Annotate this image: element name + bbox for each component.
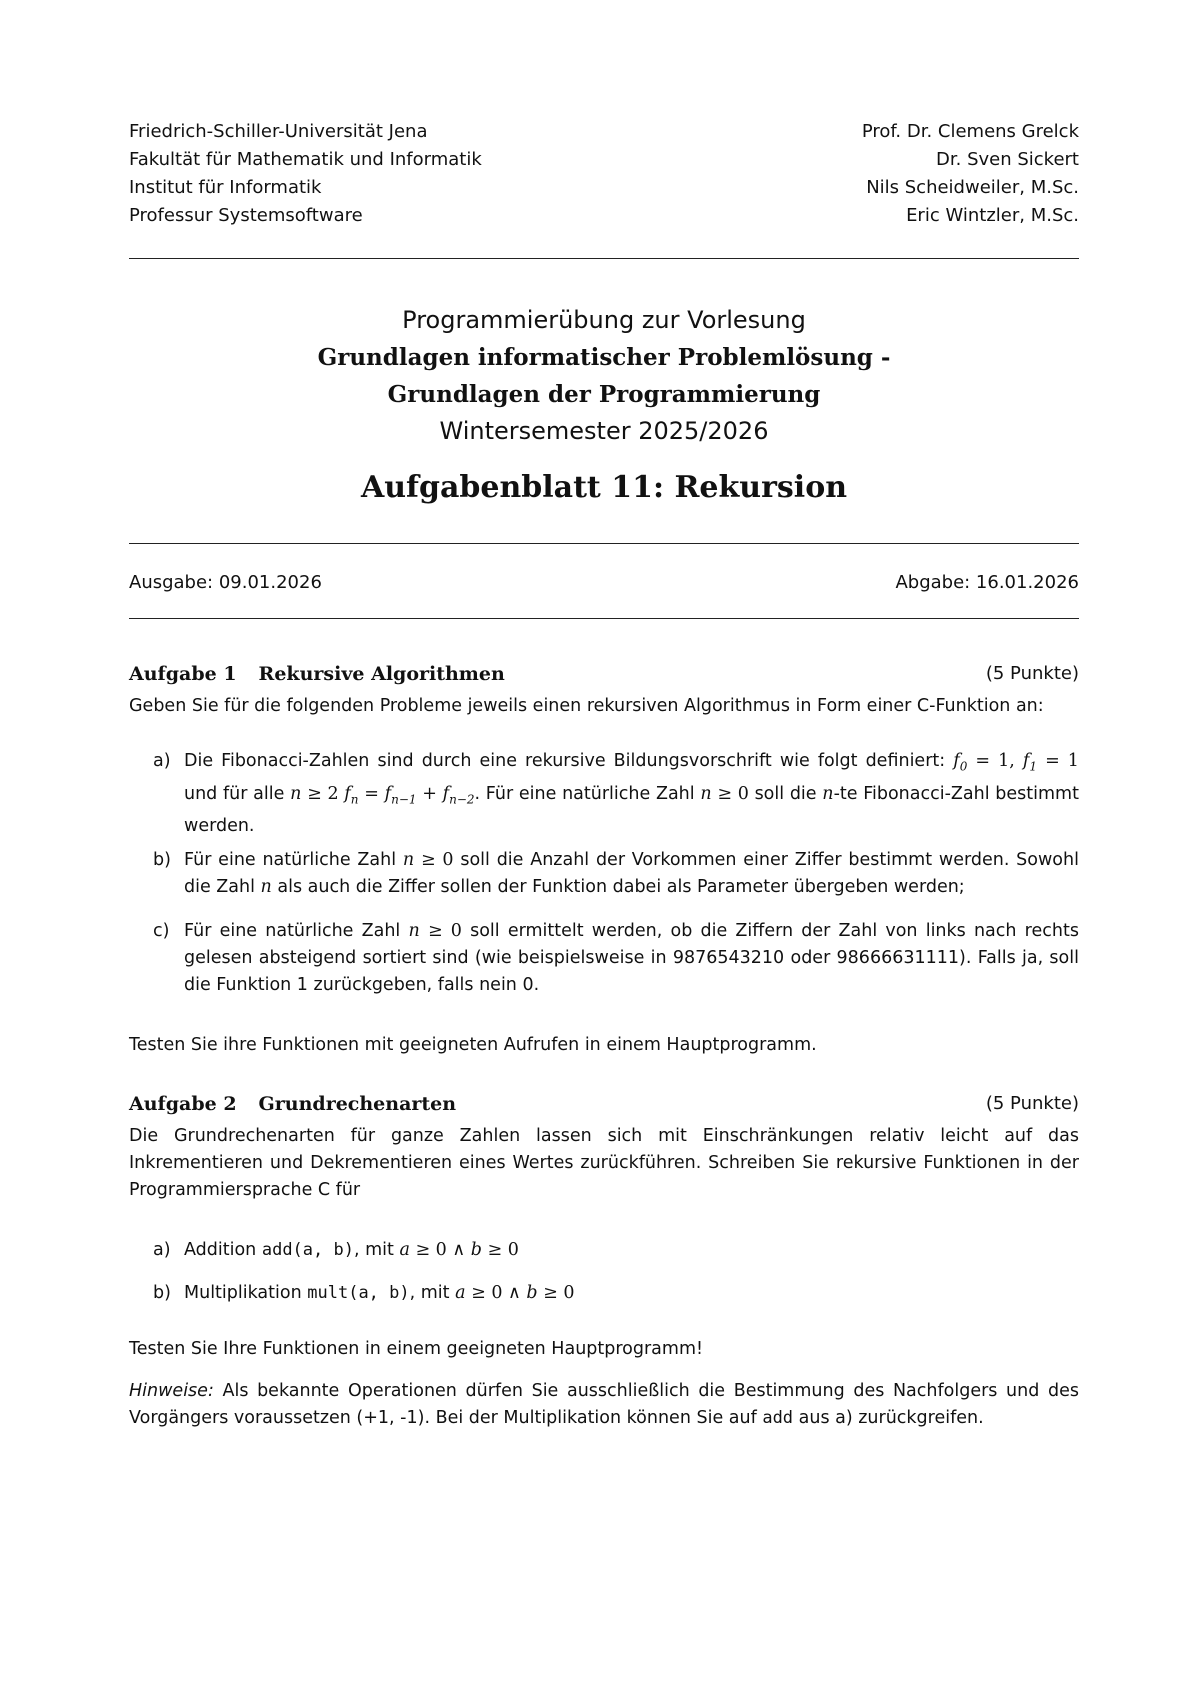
faculty: Fakultät für Mathematik und Informatik xyxy=(129,149,482,170)
divider xyxy=(129,543,1079,544)
code-add: add(a, b) xyxy=(261,1240,354,1260)
institution-block xyxy=(129,118,482,230)
due-date: Abgabe: 16.01.2026 xyxy=(895,572,1079,593)
task1-number: Aufgabe 1 xyxy=(129,663,237,685)
task1-points: (5 Punkte) xyxy=(985,663,1079,684)
staff-2: Nils Scheidweiler, M.Sc. xyxy=(866,177,1079,198)
task1-intro: Geben Sie für die folgenden Probleme jeweils einen rekursiven Algorithmus in Form einer C-Funktion an: xyxy=(129,696,1044,716)
task2-intro: Die Grundrechenarten für ganze Zahlen lassen sich mit Einschränkungen relativ leicht auf das Inkrementieren und Dekrementieren eines Wertes zurückführen. Schreiben Sie rekursive Funktionen in der Programmiersprache C für xyxy=(129,1126,1079,1200)
issue-date: Ausgabe: 09.01.2026 xyxy=(129,572,322,593)
item-label: b) xyxy=(153,1283,171,1303)
task2-outro: Testen Sie Ihre Funktionen in einem geeigneten Hauptprogramm! xyxy=(129,1339,704,1359)
university: Friedrich-Schiller-Universität Jena xyxy=(129,121,428,142)
task2-hint: Hinweise: Als bekannte Operationen dürfen Sie ausschließlich die Bestimmung des Nachfolgers und des Vorgängers voraussetzen (+1, -1). Bei der Multiplikation können Sie auf add aus a) zurückgreifen. xyxy=(129,1381,1079,1428)
title-block xyxy=(129,302,1079,450)
hint-label: Hinweise: xyxy=(129,1381,214,1401)
item-label: b) xyxy=(153,850,171,870)
task2-number: Aufgabe 2 xyxy=(129,1093,237,1115)
sheet-title: Aufgabenblatt 11: Rekursion xyxy=(360,470,848,505)
chair: Professur Systemsoftware xyxy=(129,205,363,226)
course-title-1: Grundlagen informatischer Problemlösung - xyxy=(317,344,891,371)
divider xyxy=(129,258,1079,259)
item-text: Addition add(a, b), mit a ≥ 0 ∧ b ≥ 0 xyxy=(184,1240,519,1260)
staff-1: Dr. Sven Sickert xyxy=(936,149,1079,170)
item-text: Multiplikation mult(a, b), mit a ≥ 0 ∧ b ≥ 0 xyxy=(184,1283,575,1303)
task2-points: (5 Punkte) xyxy=(985,1093,1079,1114)
item-label: a) xyxy=(153,1240,171,1260)
item-text: Für eine natürliche Zahl n ≥ 0 soll die Anzahl der Vorkommen einer Ziffer bestimmt werden. Sowohl die Zahl n als auch die Ziffer sollen der Funktion dabei als Parameter übergeben werden; xyxy=(184,850,1079,897)
semester: Wintersemester 2025/2026 xyxy=(439,417,769,445)
item-label: a) xyxy=(153,751,171,771)
fib-formula: $f_0 = 1$, $f_1 = 1$ xyxy=(953,751,1079,774)
item-text: Die Fibonacci-Zahlen sind durch eine rekursive Bildungsvorschrift wie folgt definiert: $f_0 = 1$, $f_1 = 1$ und für alle n ≥ 2 $f_n = f_{n-1} + f_{n-2}$. Für eine natürliche Zahl n ≥ 0 soll die n-te Fibonacci-Zahl bestimmt werden. xyxy=(184,751,1079,836)
course-title-2: Grundlagen der Programmierung xyxy=(387,381,821,408)
task1-heading xyxy=(129,663,1079,685)
code-mult: mult(a, b) xyxy=(307,1283,410,1303)
code-add-ref: add xyxy=(762,1408,794,1428)
item-label: c) xyxy=(153,921,170,941)
item-text: Für eine natürliche Zahl n ≥ 0 soll ermittelt werden, ob die Ziffern der Zahl von links nach rechts gelesen absteigend sortiert sind (wie beispielsweise in 9876543210 oder 98666631111). Falls ja, soll die Funktion 1 zurückgeben, falls nein 0. xyxy=(184,921,1079,995)
task1-outro: Testen Sie ihre Funktionen mit geeigneten Aufrufen in einem Hauptprogramm. xyxy=(129,1035,817,1055)
course-subtitle: Programmierübung zur Vorlesung xyxy=(402,306,806,334)
divider xyxy=(129,618,1079,619)
institute: Institut für Informatik xyxy=(129,177,322,198)
professor: Prof. Dr. Clemens Grelck xyxy=(861,121,1079,142)
task2-heading xyxy=(129,1093,1079,1115)
task2-title: Grundrechenarten xyxy=(258,1093,457,1115)
task1-title: Rekursive Algorithmen xyxy=(258,663,505,685)
staff-3: Eric Wintzler, M.Sc. xyxy=(906,205,1079,226)
staff-block xyxy=(862,118,1079,230)
